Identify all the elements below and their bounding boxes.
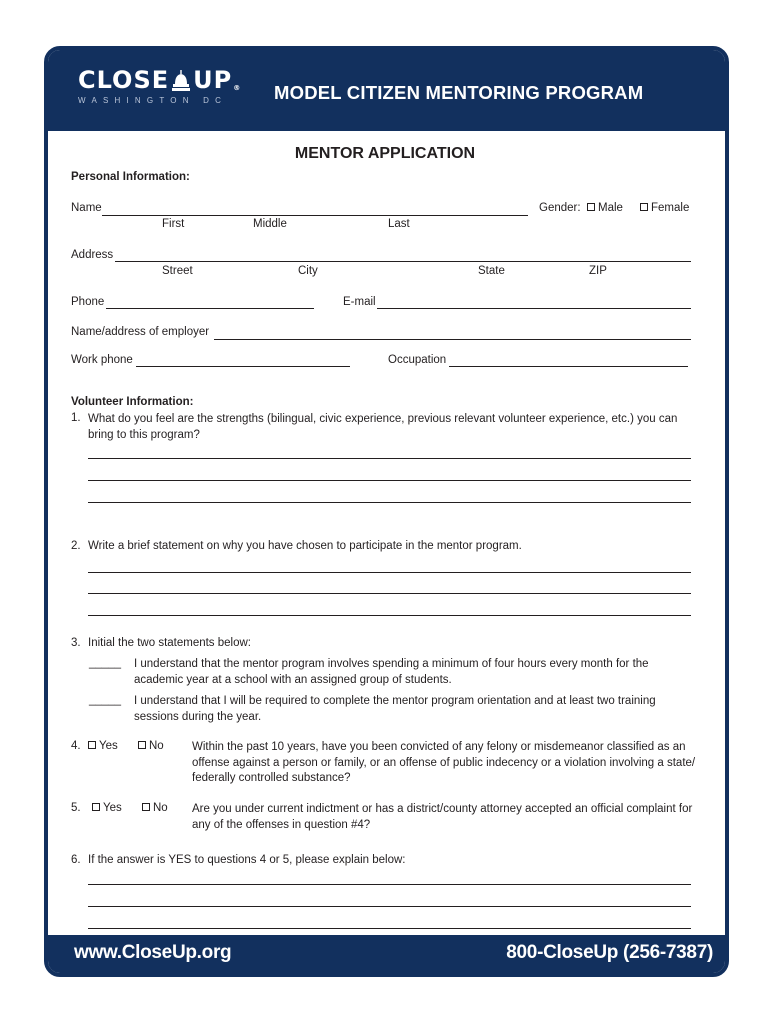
- phone-label: Phone: [71, 296, 105, 308]
- employer-label: Name/address of employer: [71, 326, 210, 338]
- name-input-line[interactable]: [102, 215, 528, 216]
- q3-initial-blank-1[interactable]: _____: [89, 657, 121, 669]
- q5-yes-checkbox[interactable]: [92, 803, 100, 811]
- q4-number: 4.: [71, 740, 81, 752]
- q6-number: 6.: [71, 854, 81, 866]
- q5-text: Are you under current indictment or has a district/county attorney accepted an official complaint for any of the offenses in question #4?: [192, 803, 693, 831]
- q6-answer-line-2[interactable]: [88, 906, 691, 907]
- q6-answer-line-1[interactable]: [88, 884, 691, 885]
- q4-yes-checkbox[interactable]: [88, 741, 96, 749]
- q4-no-checkbox[interactable]: [138, 741, 146, 749]
- footer-website[interactable]: www.CloseUp.org: [74, 942, 232, 963]
- q3-statement-1: I understand that the mentor program involves spending a minimum of four hours every month for the academic year at a school with an assigned group of students.: [134, 658, 649, 686]
- footer-banner: [48, 935, 725, 973]
- employer-input-line[interactable]: [214, 339, 691, 340]
- q3-text: Initial the two statements below:: [88, 637, 251, 649]
- q5-no-option[interactable]: [142, 802, 168, 814]
- work-phone-label: Work phone: [71, 354, 133, 366]
- work-phone-input-line[interactable]: [136, 366, 350, 367]
- q5-no-label: No: [153, 802, 168, 814]
- email-label: E-mail: [343, 296, 376, 308]
- q1-answer-line-2[interactable]: [88, 480, 691, 481]
- header-banner: [48, 50, 725, 131]
- name-label: Name: [71, 202, 102, 214]
- q3-number: 3.: [71, 637, 81, 649]
- q2-answer-line-2[interactable]: [88, 593, 691, 594]
- logo-subtitle: WASHINGTON DC: [78, 96, 228, 105]
- female-label: Female: [651, 202, 690, 214]
- q1-number: 1.: [71, 412, 81, 424]
- q2-answer-line-3[interactable]: [88, 615, 691, 616]
- personal-info-heading: Personal Information:: [71, 171, 190, 183]
- logo-text-close: CLOSE: [78, 66, 170, 94]
- gender-label: Gender:: [539, 202, 581, 214]
- q4-yes-option[interactable]: [88, 740, 118, 752]
- q1-answer-line-3[interactable]: [88, 502, 691, 503]
- q4-no-label: No: [149, 740, 164, 752]
- q5-no-checkbox[interactable]: [142, 803, 150, 811]
- name-last-caption: Last: [388, 218, 410, 230]
- q4-text: Within the past 10 years, have you been convicted of any felony or misdemeanor classified as an offense against a person or family, or an offense of public indecency or a violation involving a state/ federally controlled substance?: [192, 741, 696, 784]
- address-input-line[interactable]: [115, 261, 691, 262]
- q1-text: What do you feel are the strengths (bilingual, civic experience, previous relevant volunteer experience, etc.) you can bring to this program?: [88, 413, 678, 441]
- page-frame: [44, 46, 729, 977]
- form-title: MENTOR APPLICATION: [294, 145, 476, 162]
- closeup-logo: [78, 68, 241, 105]
- logo-registered-mark: ®: [233, 84, 242, 92]
- email-input-line[interactable]: [377, 308, 691, 309]
- gender-male-option[interactable]: [587, 202, 623, 214]
- q5-number: 5.: [71, 802, 81, 814]
- female-checkbox[interactable]: [640, 203, 648, 211]
- male-label: Male: [598, 202, 623, 214]
- q5-yes-label: Yes: [103, 802, 122, 814]
- q1-answer-line-1[interactable]: [88, 458, 691, 459]
- q4-no-option[interactable]: [138, 740, 164, 752]
- q2-answer-line-1[interactable]: [88, 572, 691, 573]
- address-city-caption: City: [298, 265, 318, 277]
- volunteer-info-heading: Volunteer Information:: [71, 396, 194, 408]
- q2-number: 2.: [71, 540, 81, 552]
- q6-answer-line-3[interactable]: [88, 928, 691, 929]
- address-label: Address: [71, 249, 114, 261]
- q2-text: Write a brief statement on why you have chosen to participate in the mentor program.: [88, 540, 522, 552]
- footer-phone: 800-CloseUp (256-7387): [506, 942, 713, 963]
- occupation-label: Occupation: [388, 354, 447, 366]
- name-middle-caption: Middle: [253, 218, 287, 230]
- male-checkbox[interactable]: [587, 203, 595, 211]
- phone-input-line[interactable]: [106, 308, 314, 309]
- logo-text-up: UP: [193, 66, 233, 94]
- q6-text: If the answer is YES to questions 4 or 5, please explain below:: [88, 854, 406, 866]
- q5-yes-option[interactable]: [92, 802, 122, 814]
- capitol-dome-icon: [172, 70, 190, 92]
- gender-female-option[interactable]: [640, 202, 689, 214]
- address-state-caption: State: [478, 265, 505, 277]
- occupation-input-line[interactable]: [449, 366, 688, 367]
- q3-initial-blank-2[interactable]: _____: [89, 694, 121, 706]
- q4-yes-label: Yes: [99, 740, 118, 752]
- name-first-caption: First: [162, 218, 185, 230]
- address-street-caption: Street: [162, 265, 193, 277]
- address-zip-caption: ZIP: [589, 265, 607, 277]
- q3-statement-2: I understand that I will be required to complete the mentor program orientation and at least two training sessions during the year.: [134, 695, 656, 723]
- program-title: MODEL CITIZEN MENTORING PROGRAM: [274, 82, 644, 103]
